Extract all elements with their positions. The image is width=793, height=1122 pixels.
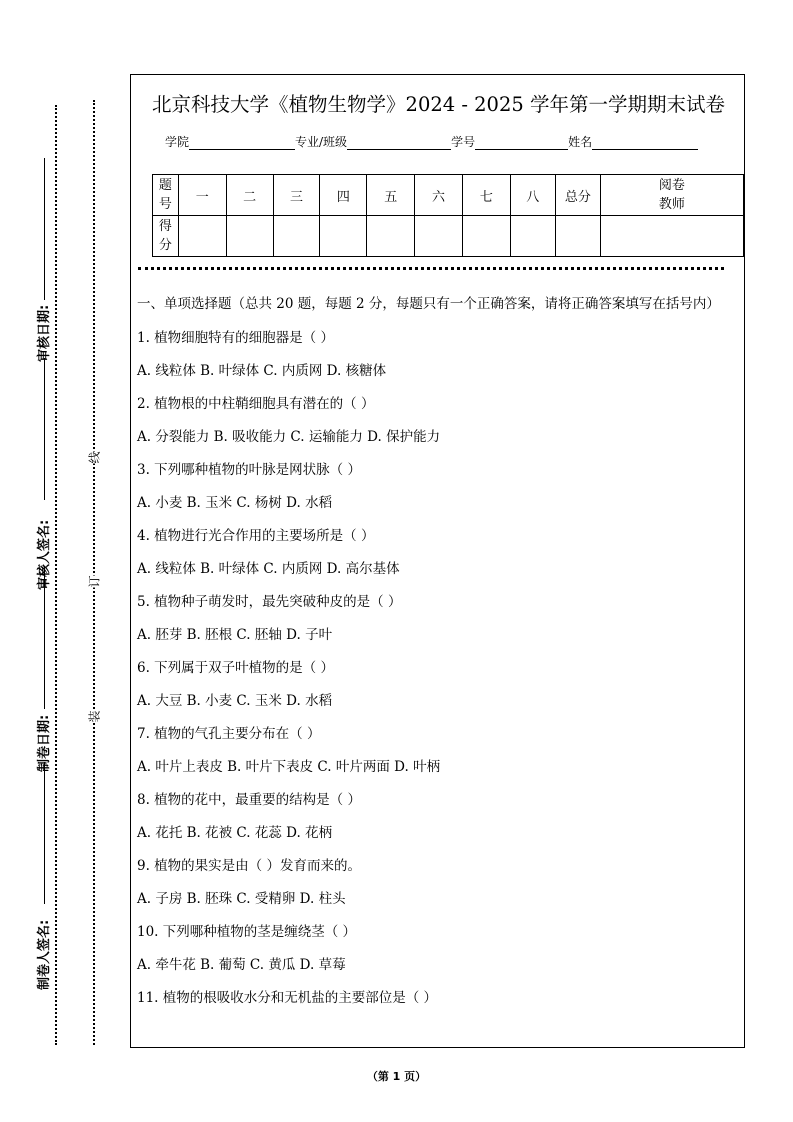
- score-col-total: 总分: [555, 175, 600, 216]
- major-label: 专业/班级: [295, 135, 348, 149]
- question-options: A. 小麦 B. 玉米 C. 杨树 D. 水稻: [137, 495, 333, 511]
- score-cell[interactable]: [415, 216, 463, 257]
- score-col-7: 七: [462, 175, 510, 216]
- score-cell-total[interactable]: [555, 216, 600, 257]
- reviewer-signature-label: 审核人签名:: [37, 519, 52, 590]
- name-field[interactable]: [592, 137, 698, 150]
- student-info-row: [165, 133, 698, 150]
- maker-signature-line: [44, 762, 45, 904]
- question-text: 3. 下列哪种植物的叶脉是网状脉（ ）: [137, 462, 361, 478]
- score-col-6: 六: [415, 175, 463, 216]
- score-col-5: 五: [367, 175, 415, 216]
- exam-frame: [130, 74, 745, 1048]
- binding-char-bind: 订: [87, 575, 102, 588]
- score-cell[interactable]: [273, 216, 320, 257]
- school-field[interactable]: [189, 137, 295, 150]
- score-table-score-row: [153, 216, 744, 257]
- question-text: 10. 下列哪种植物的茎是缠绕茎（ ）: [137, 924, 357, 940]
- page-number: （第 1 页）: [366, 1070, 427, 1083]
- question-text: 2. 植物根的中柱鞘细胞具有潜在的（ ）: [137, 396, 375, 412]
- score-col-4: 四: [320, 175, 367, 216]
- exam-title: 北京科技大学《植物生物学》2024 - 2025 学年第一学期期末试卷: [152, 93, 725, 116]
- reviewer-date-line: [44, 158, 45, 300]
- inner-dotted-line: [93, 100, 95, 1045]
- reviewer-signature-line: [44, 358, 45, 500]
- section-one: [137, 293, 737, 1007]
- question-text: 11. 植物的根吸收水分和无机盐的主要部位是（ ）: [137, 990, 438, 1006]
- reviewer-date-label: 审核日期:: [37, 304, 52, 362]
- name-label: 姓名: [568, 135, 593, 149]
- question-options: A. 分裂能力 B. 吸收能力 C. 运输能力 D. 保护能力: [137, 429, 441, 445]
- score-col-3: 三: [273, 175, 320, 216]
- school-label: 学院: [165, 135, 190, 149]
- question-options: A. 线粒体 B. 叶绿体 C. 内质网 D. 高尔基体: [137, 561, 400, 577]
- section-heading: 一、单项选择题（总共 20 题，每题 2 分，每题只有一个正确答案，请将正确答案填写在括号内）: [137, 296, 720, 312]
- dotted-separator: [138, 267, 724, 270]
- question-text: 5. 植物种子萌发时，最先突破种皮的是（ ）: [137, 594, 402, 610]
- question-text: 8. 植物的花中，最重要的结构是（ ）: [137, 792, 361, 808]
- question-text: 7. 植物的气孔主要分布在（ ）: [137, 726, 321, 742]
- question-text: 4. 植物进行光合作用的主要场所是（ ）: [137, 528, 375, 544]
- score-col-8: 八: [510, 175, 555, 216]
- question-text: 1. 植物细胞特有的细胞器是（ ）: [137, 330, 334, 346]
- score-cell[interactable]: [320, 216, 367, 257]
- score-cell[interactable]: [367, 216, 415, 257]
- binding-char-seal: 装: [87, 710, 102, 723]
- question-options: A. 胚芽 B. 胚根 C. 胚轴 D. 子叶: [137, 627, 333, 643]
- score-cell[interactable]: [510, 216, 555, 257]
- score-cell[interactable]: [226, 216, 273, 257]
- question-options: A. 叶片上表皮 B. 叶片下表皮 C. 叶片两面 D. 叶柄: [137, 759, 441, 775]
- question-options: A. 牵牛花 B. 葡萄 C. 黄瓜 D. 草莓: [137, 957, 346, 973]
- question-options: A. 子房 B. 胚珠 C. 受精卵 D. 柱头: [137, 891, 346, 907]
- score-table-header-row: [153, 175, 744, 216]
- question-text: 6. 下列属于双子叶植物的是（ ）: [137, 660, 334, 676]
- maker-date-line: [44, 567, 45, 709]
- maker-date-label: 制卷日期:: [37, 714, 52, 772]
- score-col-1: 一: [178, 175, 226, 216]
- question-options: A. 大豆 B. 小麦 C. 玉米 D. 水稻: [137, 693, 333, 709]
- question-options: A. 线粒体 B. 叶绿体 C. 内质网 D. 核糖体: [137, 363, 387, 379]
- question-text: 9. 植物的果实是由（ ）发育而来的。: [137, 858, 361, 874]
- score-cell[interactable]: [178, 216, 226, 257]
- question-options: A. 花托 B. 花被 C. 花蕊 D. 花柄: [137, 825, 333, 841]
- score-cell[interactable]: [462, 216, 510, 257]
- student-id-field[interactable]: [475, 137, 568, 150]
- score-row-head: 得 分: [153, 216, 179, 257]
- score-table: [152, 174, 744, 257]
- question-number-head: 题 号: [153, 175, 179, 216]
- major-field[interactable]: [347, 137, 451, 150]
- student-id-label: 学号: [451, 135, 476, 149]
- maker-signature-label: 制卷人签名:: [37, 919, 52, 990]
- score-col-2: 二: [226, 175, 273, 216]
- grader-head: 阅卷 教师: [600, 175, 743, 216]
- binding-char-line: 线: [87, 451, 102, 464]
- question-list: [137, 329, 737, 1007]
- grader-cell[interactable]: [600, 216, 743, 257]
- outer-dotted-line: [55, 105, 57, 1045]
